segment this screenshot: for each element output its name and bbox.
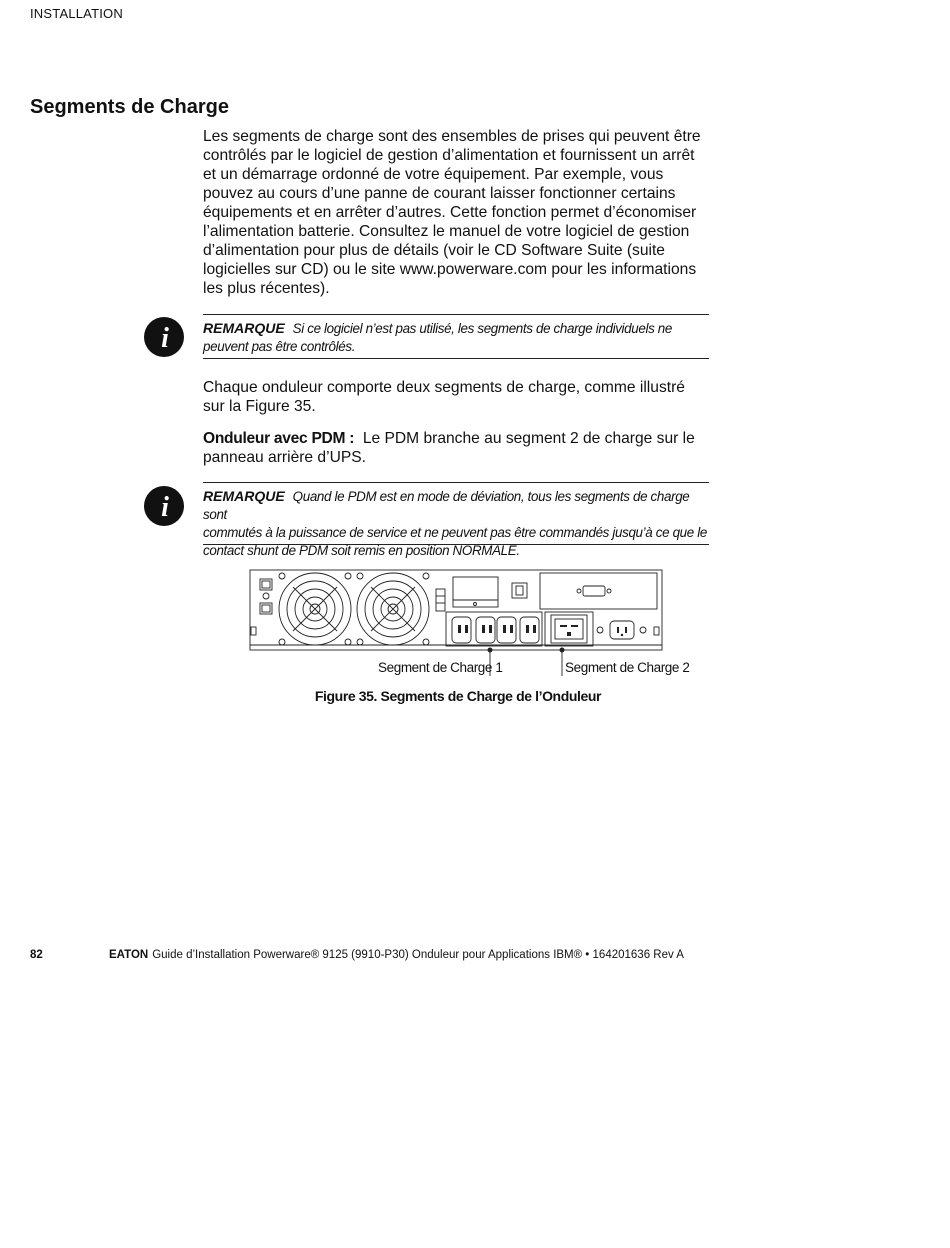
note-line: peuvent pas être contrôlés.: [203, 339, 356, 354]
note-line: contact shunt de PDM soit remis en position NORMALE.: [203, 543, 520, 558]
figure-caption: Figure 35. Segments de Charge de l’Onduleur: [314, 688, 602, 704]
segment-1-label: Segment de Charge 1: [378, 660, 503, 675]
note-box: [203, 482, 709, 558]
page-number: 82: [30, 949, 43, 961]
paragraph-line: panneau arrière d’UPS.: [203, 449, 366, 466]
note-line: commutés à la puissance de service et ne peuvent pas être commandés jusqu’à ce que le: [203, 525, 707, 540]
intro-line: d’alimentation pour plus de détails (voir le CD Software Suite (suite: [203, 242, 665, 259]
footer-text: [109, 949, 684, 961]
intro-line: pouvez au cours d’une panne de courant laisser fonctionner certains: [203, 185, 676, 202]
note-text: [203, 487, 709, 560]
run-in-heading: Onduleur avec PDM :: [203, 430, 355, 447]
pdm-paragraph: [203, 429, 713, 467]
svg-text:i: i: [161, 492, 169, 523]
intro-line: logicielles sur CD) ou le site www.powerware.com pour les informations: [203, 261, 697, 278]
paragraph-line: Le PDM branche au segment 2 de charge sur le: [362, 430, 695, 447]
info-icon: [143, 316, 185, 358]
intro-line: équipements et en arrêter d’autres. Cette fonction permet d’économiser: [203, 204, 697, 221]
note-line: Quand le PDM est en mode de déviation, tous les segments de charge sont: [203, 489, 690, 522]
intro-line: l’alimentation batterie. Consultez le manuel de votre logiciel de gestion: [203, 223, 690, 240]
intro-line: les plus récentes).: [203, 280, 330, 297]
intro-line: contrôlés par le logiciel de gestion d’alimentation et fournissent un arrêt: [203, 147, 695, 164]
segment-2-label: Segment de Charge 2: [565, 660, 690, 675]
footer-title: Guide d’Installation Powerware® 9125 (9910-P30) Onduleur pour Applications IBM® • 164201636 Rev A: [152, 949, 684, 961]
intro-line: Les segments de charge sont des ensembles de prises qui peuvent être: [203, 128, 701, 145]
fan-left: [279, 573, 351, 645]
info-icon: [143, 485, 185, 527]
note-label: REMARQUE: [203, 320, 285, 336]
fan-right: [357, 573, 429, 645]
svg-text:i: i: [161, 323, 169, 354]
brand-name: EATON: [109, 949, 149, 961]
intro-paragraph: [203, 127, 713, 298]
note-text: [203, 319, 709, 356]
paragraph-line: Chaque onduleur comporte deux segments de charge, comme illustré: [203, 379, 685, 396]
note-label: REMARQUE: [203, 488, 285, 504]
paragraph-line: sur la Figure 35.: [203, 398, 316, 415]
running-header: INSTALLATION: [30, 6, 123, 21]
note-box: [203, 314, 709, 359]
segments-paragraph: [203, 378, 713, 416]
note-line: Si ce logiciel n’est pas utilisé, les segments de charge individuels ne: [292, 321, 672, 336]
intro-line: et un démarrage ordonné de votre équipement. Par exemple, vous: [203, 166, 664, 183]
section-title: Segments de Charge: [30, 96, 229, 118]
